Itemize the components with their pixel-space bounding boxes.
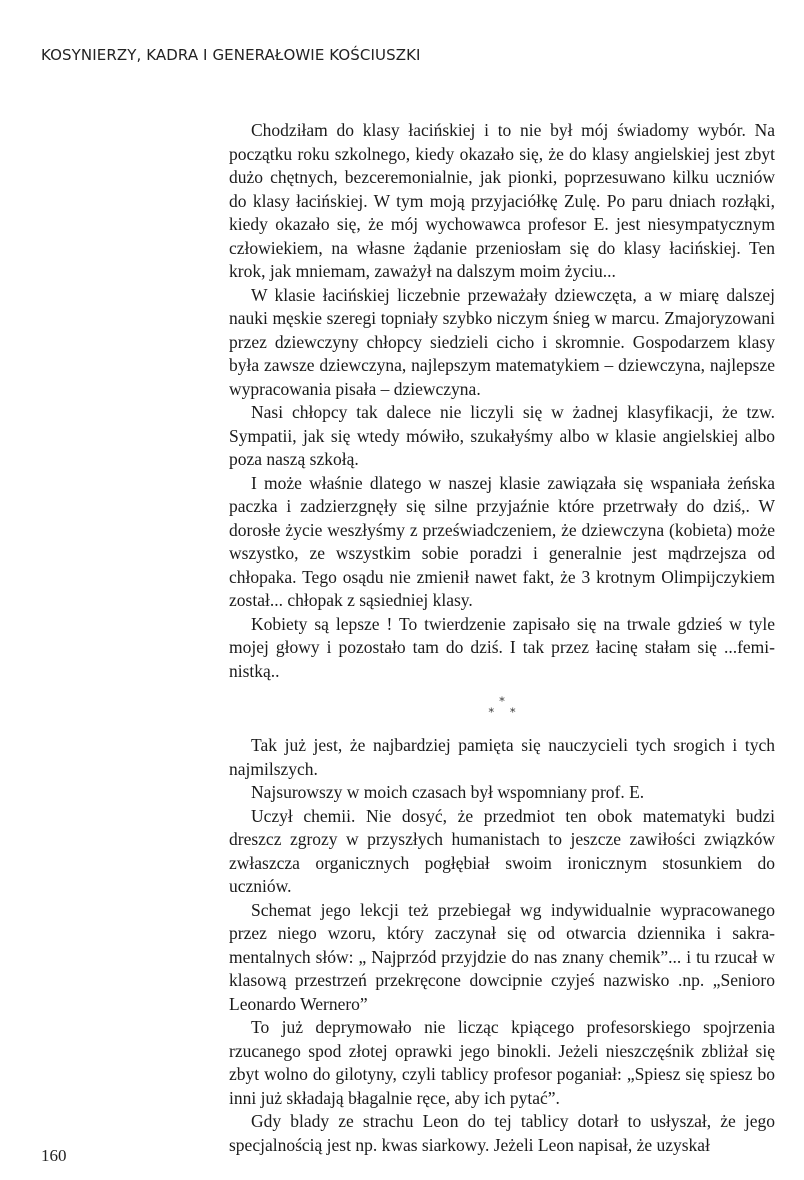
paragraph: Tak już jest, że najbardziej pamięta się nauczycieli tych srogich i tych najmilszych. [229,735,775,779]
divider-star: * [499,695,505,708]
paragraph: Nasi chłopcy tak dalece nie liczyli się w żadnej klasyfikacji, że tzw. Sympatii, jak się wtedy mówiło, szukałyśmy albo w klasie angielskiej albo poza naszą szkołą. [229,402,775,469]
paragraph: Schemat jego lekcji też przebiegał wg indywidualnie wypracowanego przez niego wzoru, który zaczynał się od otwarcia dziennika i sakramentalnych słów: „ Najprzód przyjdzie do nas znany chemik”... i tu rzucał w klasową przestrzeń przekręcone dowcipnie czyjeś nazwisko .np. „Senioro Leonardo Wernero” [229,899,775,1014]
paragraph: I może właśnie dlatego w naszej klasie zawiązała się wspaniała żeńska paczka i zadzierzgnęły się silne przyjaźnie które przetrwały do dziś,. W dorosłe życie weszłyśmy z przeświadczeniem, że dziewczyna (kobieta) może wszystko, ze wszystkim sobie poradzi i generalnie jest mądrzejsza od chłopaka. Tego osądu nie zmienił nawet fakt, że 3 krotnym Olimpijczykiem został... chłopak z sąsiedniej klasy. [229,472,775,610]
paragraph: Gdy blady ze strachu Leon do tej tablicy dotarł to usłyszał, że jego specjalnością jest np. kwas siarkowy. Jeżeli Leon napisał, że uzyskał [229,1111,775,1155]
paragraph: W klasie łacińskiej liczebnie przeważały dziewczęta, a w miarę dalszej nauki męskie szeregi topniały szybko niczym śnieg w marcu. Zmajoryzowani przez dziewczyny chłopcy siedzieli cicho i skromnie. Gospodarzem klasy była zawsze dziewczyna, najlepszym matematykiem – dziewczyna, najlepsze wypracowania pisała – dziewczyna. [229,284,775,399]
paragraph: Kobiety są lepsze ! To twierdzenie zapisało się na trwale gdzieś w tyle mojej głowy i pozostało tam do dziś. I tak przez łacinę stałam się ...feministką.. [229,613,775,681]
running-head: KOSYNIERZY, KADRA I GENERAŁOWIE KOŚCIUSZKI [41,46,421,64]
divider-star: * [510,706,516,719]
paragraph: Uczył chemii. Nie dosyć, że przedmiot ten obok matematyki budzi dreszcz zgrozy w przyszłych humanistach to jeszcze zawiłości związków zwłaszcza organicznych pogłębiał swoim ironicznym stosunkiem do uczniów. [229,805,775,896]
section-divider [229,696,775,718]
divider-star: * [488,706,494,719]
paragraph: Najsurowszy w moich czasach był wspomniany prof. E. [251,782,645,802]
paragraph: Chodziłam do klasy łacińskiej i to nie był mój świadomy wybór. Na początku roku szkolnego, kiedy okazało się, że do klasy angielskiej jest zbyt dużo chętnych, bezceremonialnie, jak pionki, poprzesuwano kilku uczniów do klasy łacińskiej. W tym moją przyjaciółkę Zulę. Po paru dniach rozłąki, kiedy okazało się, że mój wychowawca profesor E. jest niesympatycznym człowiekiem, na własne żądanie przeniosłam się do klasy łacińskiej. Ten krok, jak mniemam, zaważył na dalszym moim życiu... [229,120,775,281]
body-text [229,119,775,1157]
paragraph: To już deprymowało nie licząc kpiącego profesorskiego spojrzenia rzucanego spod złotej oprawki jego binokli. Jeżeli nieszczęśnik zbliżał się zbyt wolno do gilotyny, czyli tablicy profesor poganiał: „Spiesz się spiesz bo inni już składają błagalnie ręce, aby ich pytać”. [229,1017,775,1108]
page-number: 160 [41,1146,67,1165]
